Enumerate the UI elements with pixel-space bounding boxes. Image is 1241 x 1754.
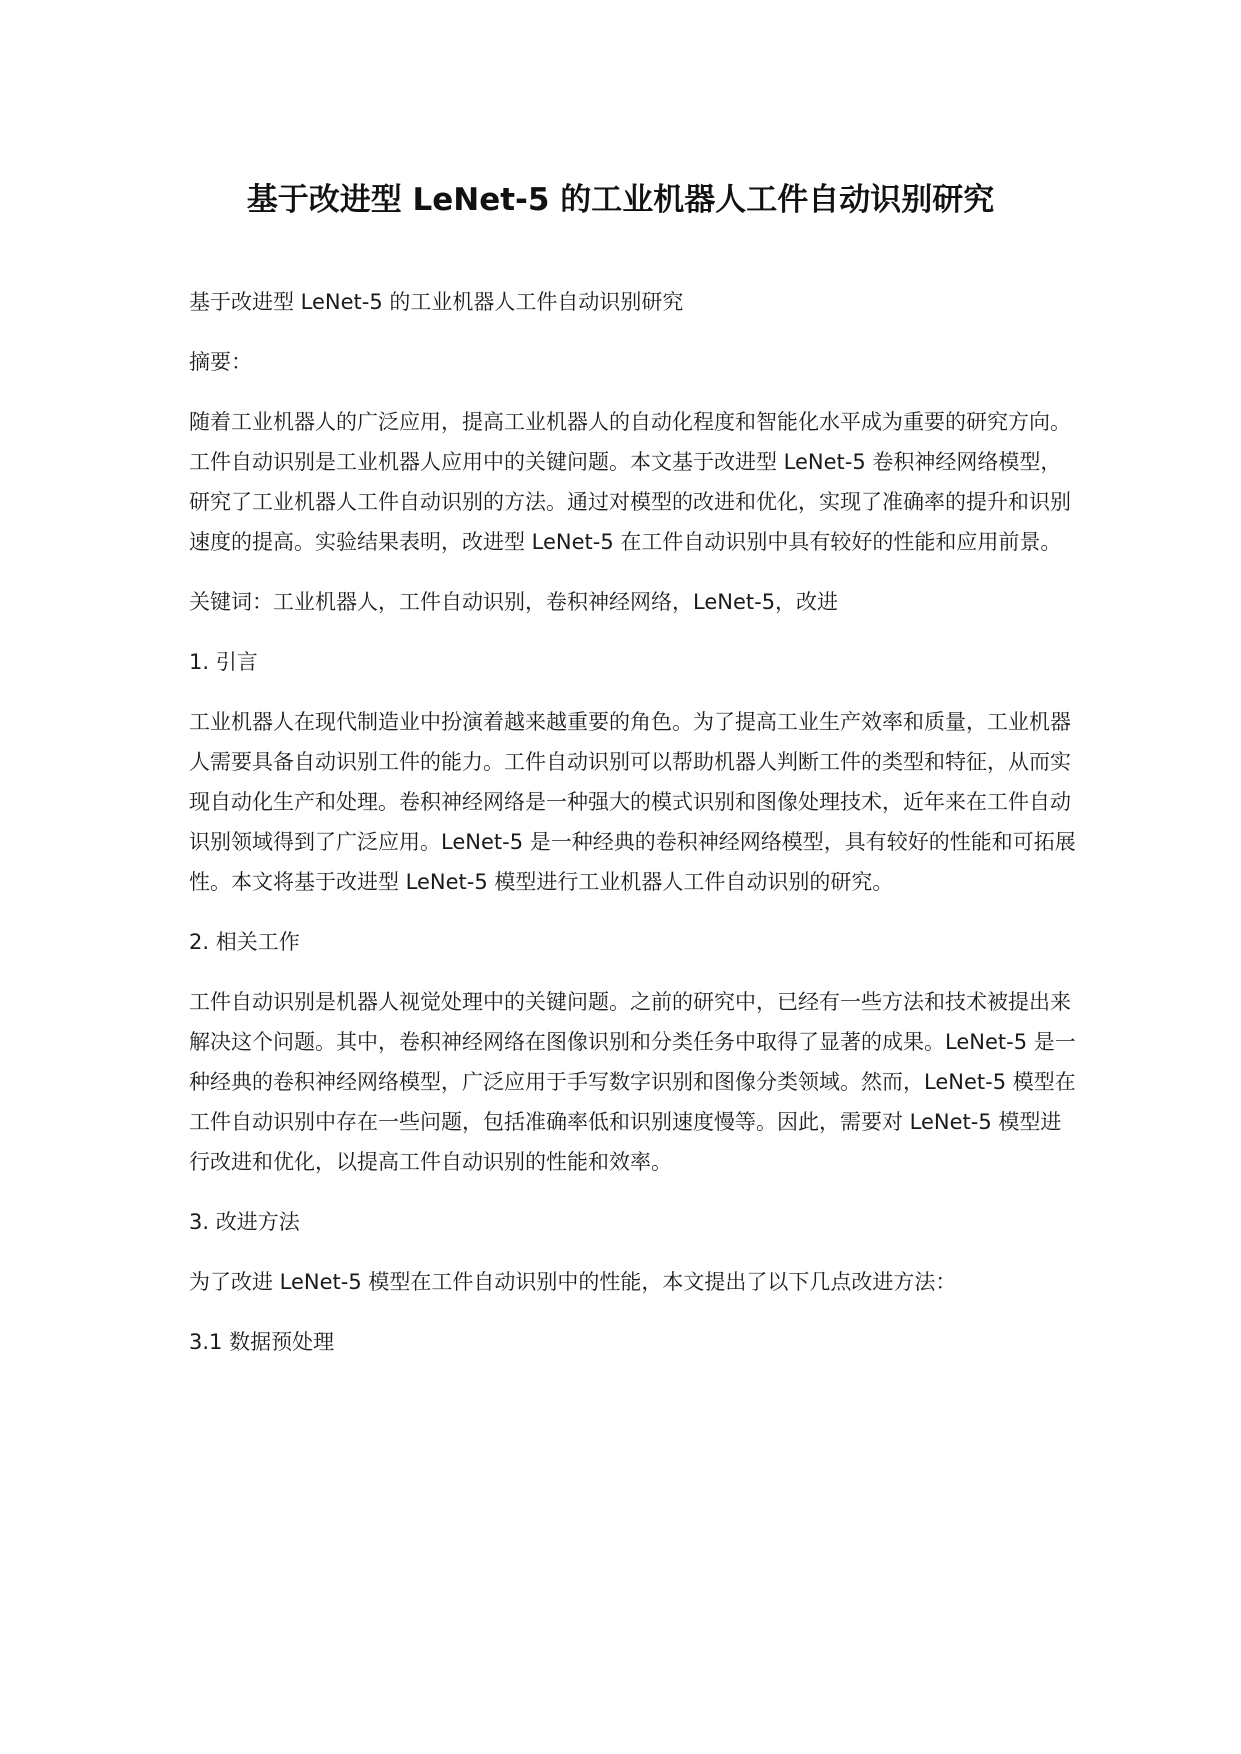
- method-paragraph: 为了改进 LeNet-5 模型在工件自动识别中的性能，本文提出了以下几点改进方法：: [189, 1270, 957, 1294]
- related-work-paragraph: 工件自动识别是机器人视觉处理中的关键问题。之前的研究中，已经有一些方法和技术被提出来解决这个问题。其中，卷积神经网络在图像识别和分类任务中取得了显著的成果。LeNet-5 是一种经典的卷积神经网络模型，广泛应用于手写数字识别和图像分类领域。然而，LeNet-5 模型在工件自动识别中存在一些问题，包括准确率低和识别速度慢等。因此，需要对 LeNet-5 模型进行改进和优化，以提高工件自动识别的性能和效率。: [189, 990, 1076, 1174]
- section-heading-introduction: 1. 引言: [189, 650, 258, 674]
- introduction-paragraph: 工业机器人在现代制造业中扮演着越来越重要的角色。为了提高工业生产效率和质量，工业机器人需要具备自动识别工件的能力。工件自动识别可以帮助机器人判断工件的类型和特征，从而实现自动化生产和处理。卷积神经网络是一种强大的模式识别和图像处理技术，近年来在工件自动识别领域得到了广泛应用。LeNet-5 是一种经典的卷积神经网络模型，具有较好的性能和可拓展性。本文将基于改进型 LeNet-5 模型进行工业机器人工件自动识别的研究。: [189, 710, 1076, 894]
- section-heading-related-work: 2. 相关工作: [189, 930, 300, 954]
- keywords-line: 关键词：工业机器人，工件自动识别，卷积神经网络，LeNet-5，改进: [189, 590, 839, 614]
- document-title: 基于改进型 LeNet-5 的工业机器人工件自动识别研究: [246, 182, 995, 218]
- document-body: [189, 282, 1081, 1382]
- document-subtitle: 基于改进型 LeNet-5 的工业机器人工件自动识别研究: [189, 290, 684, 314]
- section-heading-method: 3. 改进方法: [189, 1210, 300, 1234]
- abstract-label: 摘要：: [189, 350, 252, 374]
- subsection-heading-preprocessing: 3.1 数据预处理: [189, 1330, 335, 1354]
- abstract-paragraph: 随着工业机器人的广泛应用，提高工业机器人的自动化程度和智能化水平成为重要的研究方向。工件自动识别是工业机器人应用中的关键问题。本文基于改进型 LeNet-5 卷积神经网络模型，研究了工业机器人工件自动识别的方法。通过对模型的改进和优化，实现了准确率的提升和识别速度的提高。实验结果表明，改进型 LeNet-5 在工件自动识别中具有较好的性能和应用前景。: [189, 410, 1071, 554]
